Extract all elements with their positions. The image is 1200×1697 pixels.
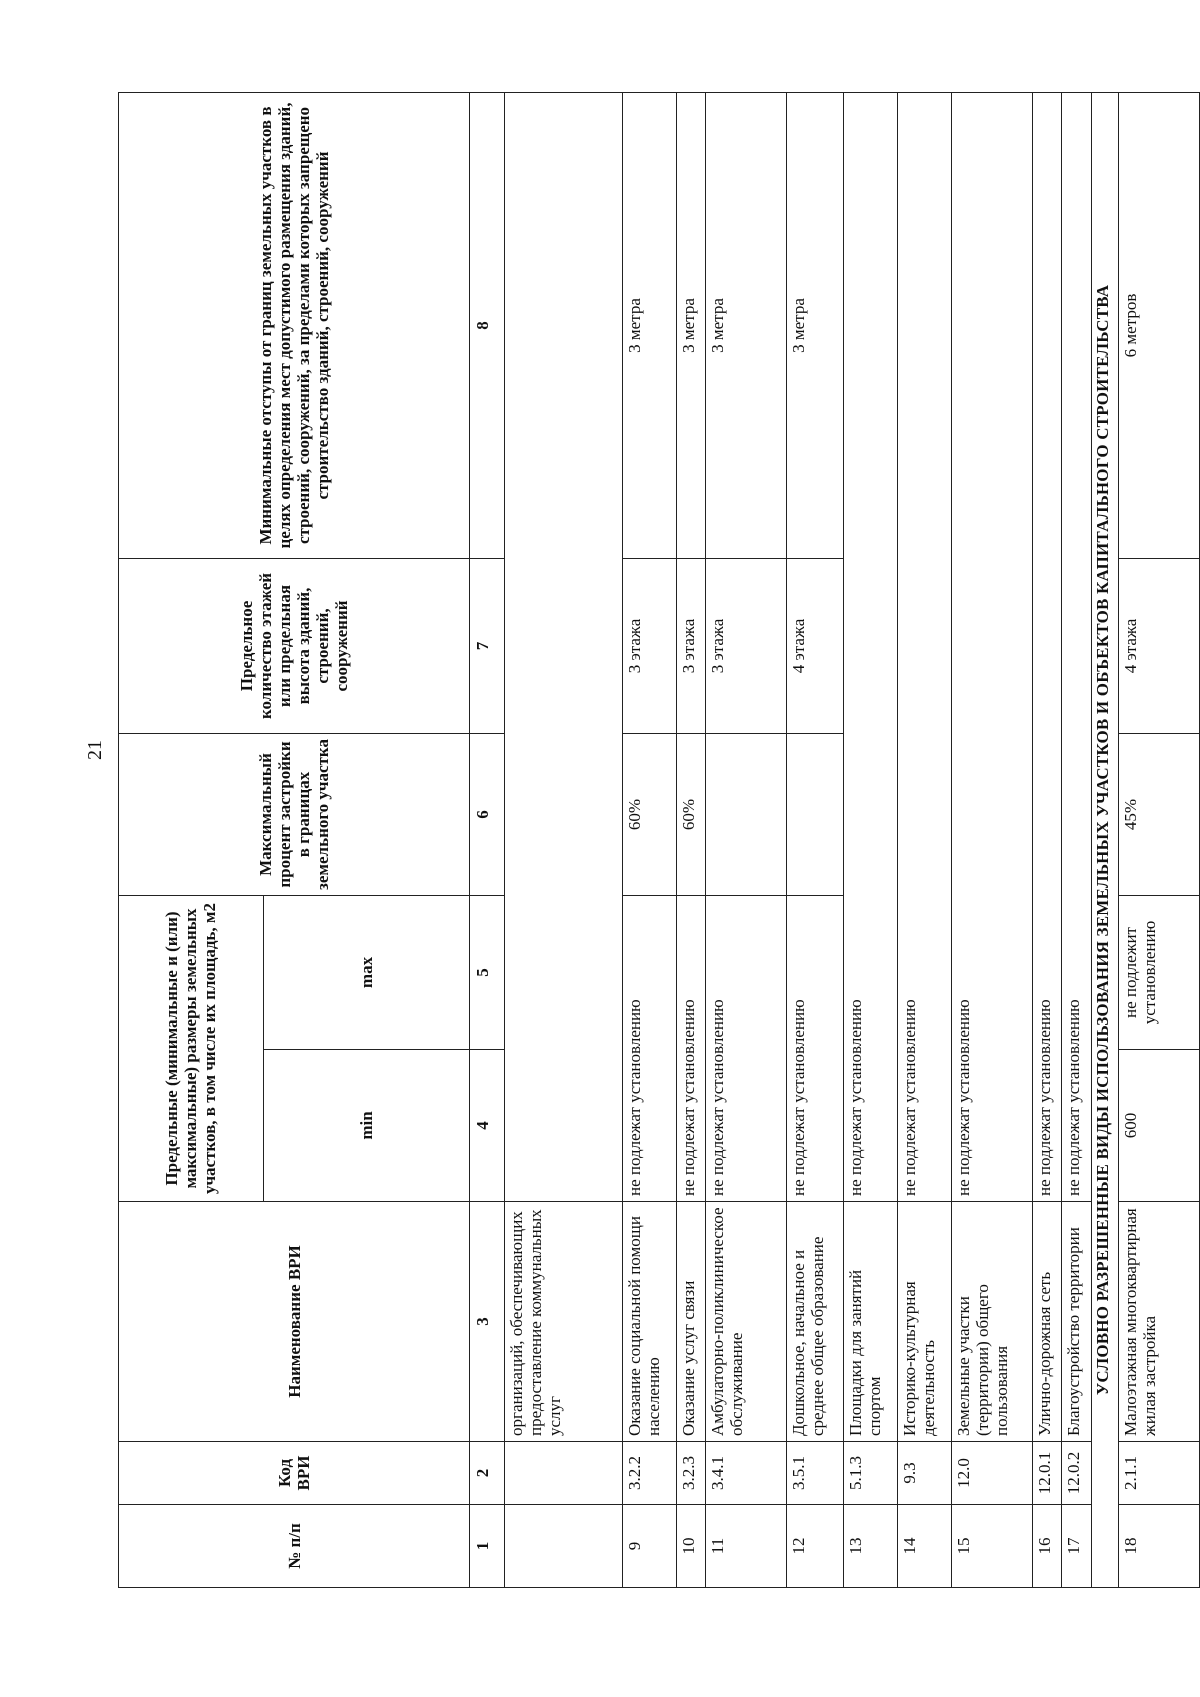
section-title: УСЛОВНО РАЗРЕШЕННЫЕ ВИДЫ ИСПОЛЬЗОВАНИЯ ЗЕМЕЛЬНЫХ УЧАСТКОВ И ОБЪЕКТОВ КАПИТАЛЬНОГО СТРОИТЕЛЬСТВА <box>1091 93 1118 1588</box>
header-setbacks: Минимальные отступы от границ земельных участков в целях определения мест допустимого размещения зданий, строений, сооружений, за пределами которых запрещено строительство зданий, строений, сооружений <box>119 93 470 559</box>
vri-name: Оказание социальной помощи населению <box>622 1202 676 1442</box>
table-row <box>504 93 622 1588</box>
min-max-size: не подлежат установлению <box>622 896 676 1202</box>
min-max-size: не подлежат установлению <box>897 93 951 1202</box>
max-floors: 3 этажа <box>622 559 676 734</box>
vri-code: 3.5.1 <box>787 1442 843 1505</box>
zoning-parameters-table <box>118 92 1200 1588</box>
row-number: 12 <box>787 1505 843 1588</box>
col-num: 3 <box>470 1202 504 1442</box>
min-setback: 3 метра <box>622 93 676 559</box>
row-number: 10 <box>676 1505 706 1588</box>
min-setback: 3 метра <box>706 93 787 559</box>
column-numbers-row <box>470 93 504 1588</box>
min-max-size: не подлежат установлению <box>951 93 1032 1202</box>
table-row <box>622 93 676 1588</box>
vri-name: организаций, обеспечивающих предоставление коммунальных услуг <box>504 1202 622 1442</box>
header-floors: Предельное количество этажей или предельная высота зданий, строений, сооружений <box>119 559 470 734</box>
col-num: 5 <box>470 896 504 1050</box>
vri-code: 5.1.3 <box>843 1442 897 1505</box>
col-num: 6 <box>470 734 504 896</box>
vri-code: 9.3 <box>897 1442 951 1505</box>
vri-name: Малоэтажная многоквартирная жилая застройка <box>1118 1202 1199 1442</box>
vri-code: 2.1.1 <box>1118 1442 1199 1505</box>
section-row <box>1091 93 1118 1588</box>
max-percent: 60% <box>622 734 676 896</box>
vri-code: 3.4.1 <box>706 1442 787 1505</box>
vri-name: Площадки для занятий спортом <box>843 1202 897 1442</box>
row-number: 18 <box>1118 1505 1199 1588</box>
min-max-size: не подлежат установлению <box>1062 93 1092 1202</box>
header-code: Код ВРИ <box>119 1442 470 1505</box>
max-percent: 60% <box>676 734 706 896</box>
header-max-percent: Максимальный процент застройки в границах земельного участка <box>119 734 470 896</box>
header-number: № п/п <box>119 1505 470 1588</box>
vri-code: 12.0.1 <box>1032 1442 1062 1505</box>
header-row <box>119 93 264 1588</box>
page-number: 21 <box>84 740 106 760</box>
col-num: 4 <box>470 1050 504 1202</box>
max-floors: 3 этажа <box>676 559 706 734</box>
row-number: 16 <box>1032 1505 1062 1588</box>
max-floors: 3 этажа <box>706 559 787 734</box>
min-max-size: не подлежат установлению <box>787 896 843 1202</box>
min-size: 600 <box>1118 1050 1199 1202</box>
rotated-table-wrapper <box>118 93 1200 1588</box>
max-percent: 45% <box>1118 734 1199 896</box>
max-size: не подлежит установлению <box>1118 896 1199 1050</box>
max-floors: 4 этажа <box>1118 559 1199 734</box>
table-row <box>676 93 706 1588</box>
vri-name: Благоустройство территории <box>1062 1202 1092 1442</box>
row-number: 9 <box>622 1505 676 1588</box>
vri-code: 3.2.3 <box>676 1442 706 1505</box>
min-max-size: не подлежат установлению <box>843 93 897 1202</box>
row-number: 13 <box>843 1505 897 1588</box>
vri-code: 12.0 <box>951 1442 1032 1505</box>
table-row <box>951 93 1032 1588</box>
vri-name: Земельные участки (территории) общего пользования <box>951 1202 1032 1442</box>
min-max-size: не подлежат установлению <box>676 896 706 1202</box>
row-number: 17 <box>1062 1505 1092 1588</box>
table-row <box>843 93 897 1588</box>
table-row <box>787 93 843 1588</box>
row-number: 15 <box>951 1505 1032 1588</box>
max-floors: 4 этажа <box>787 559 843 734</box>
min-setback: 3 метра <box>676 93 706 559</box>
row-number: 14 <box>897 1505 951 1588</box>
header-min: min <box>263 1050 469 1202</box>
header-plot-size: Предельные (минимальные и (или) максимальные) размеры земельных участков, в том числе их площадь, м2 <box>119 896 264 1202</box>
table-row <box>1062 93 1092 1588</box>
vri-name: Историко-культурная деятельность <box>897 1202 951 1442</box>
min-setback: 6 метров <box>1118 93 1199 559</box>
vri-code: 3.2.2 <box>622 1442 676 1505</box>
col-num: 2 <box>470 1442 504 1505</box>
min-setback: 3 метра <box>787 93 843 559</box>
header-max: max <box>263 896 469 1050</box>
vri-code: 12.0.2 <box>1062 1442 1092 1505</box>
vri-name: Амбулаторно-поликлиническое обслуживание <box>706 1202 787 1442</box>
vri-name: Оказание услуг связи <box>676 1202 706 1442</box>
vri-name: Дошкольное, начальное и среднее общее образование <box>787 1202 843 1442</box>
col-num: 7 <box>470 559 504 734</box>
vri-name: Улично-дорожная сеть <box>1032 1202 1062 1442</box>
table-row <box>706 93 787 1588</box>
min-max-size: не подлежат установлению <box>1032 93 1062 1202</box>
row-number: 11 <box>706 1505 787 1588</box>
header-name: Наименование ВРИ <box>119 1202 470 1442</box>
col-num: 1 <box>470 1505 504 1588</box>
table-row <box>897 93 951 1588</box>
table-row <box>1118 93 1199 1588</box>
min-max-size: не подлежат установлению <box>706 896 787 1202</box>
table-row <box>1032 93 1062 1588</box>
col-num: 8 <box>470 93 504 559</box>
